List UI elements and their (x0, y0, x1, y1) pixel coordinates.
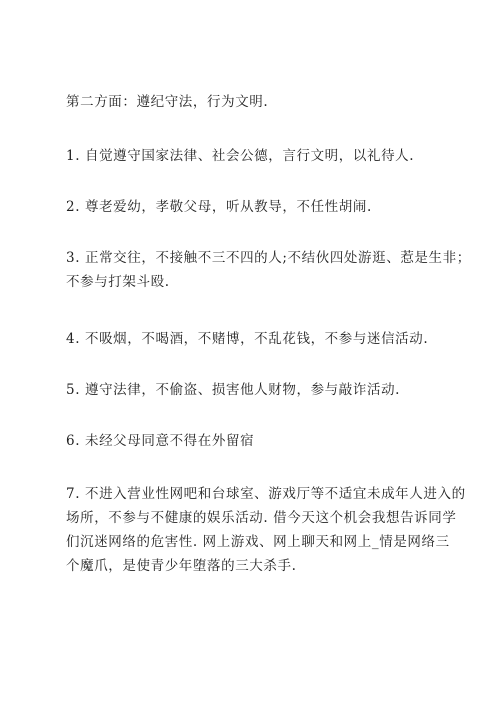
list-item-line: 们沉迷网络的危害性. 网上游戏、网上聊天和网上_情是网络三 (66, 534, 450, 550)
list-item-6 (66, 429, 446, 453)
list-item-3 (66, 246, 471, 294)
section-heading (66, 90, 446, 114)
list-item-line: 6. 未经父母同意不得在外留宿 (66, 433, 255, 449)
section-heading-text: 第二方面：遵纪守法，行为文明. (66, 94, 269, 110)
list-item-line: 4. 不吸烟，不喝酒，不赌博，不乱花钱，不参与迷信活动. (66, 331, 429, 347)
list-item-5 (66, 378, 446, 402)
list-item-line: 个魔爪，是使青少年堕落的三大杀手. (66, 558, 297, 574)
list-item-line: 场所，不参与不健康的娱乐活动. 借今天这个机会我想告诉同学 (66, 510, 457, 526)
list-item-line: 7. 不进入营业性网吧和台球室、游戏厅等不适宜未成年人进入的 (66, 486, 466, 502)
list-item-7 (66, 482, 466, 578)
list-item-line: 5. 遵守法律，不偷盗、损害他人财物，参与敲诈活动. (66, 382, 401, 398)
list-item-4 (66, 327, 446, 351)
list-item-line: 1. 自觉遵守国家法律、社会公德，言行文明，以礼待人. (66, 148, 415, 164)
list-item-line: 不参与打架斗殴. (66, 274, 170, 290)
list-item-line: 2. 尊老爱幼，孝敬父母，听从教导，不任性胡闹. (66, 199, 372, 215)
list-item-line: 3. 正常交往，不接触不三不四的人;不结伙四处游逛、惹是生非； (66, 250, 471, 266)
list-item-2 (66, 195, 446, 219)
list-item-1 (66, 144, 446, 168)
